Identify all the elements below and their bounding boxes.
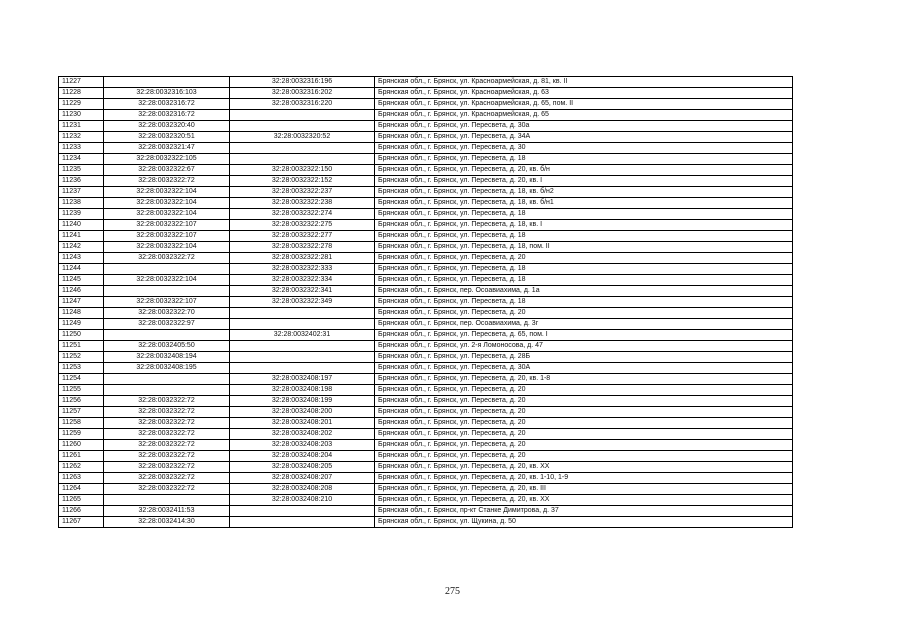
cadastral-number-cell: 32:28:0032322:104	[104, 242, 230, 253]
address-cell: Брянская обл., г. Брянск, пр-кт Станке Димитрова, д. 37	[375, 506, 793, 517]
registry-body	[59, 77, 793, 528]
cadastral-number-cell: 32:28:0032322:104	[104, 187, 230, 198]
row-number-cell: 11229	[59, 99, 104, 110]
cadastral-number-cell: 32:28:0032322:72	[104, 440, 230, 451]
row-number-cell: 11246	[59, 286, 104, 297]
related-cadastral-number-cell: 32:28:0032408:197	[230, 374, 375, 385]
row-number-cell: 11232	[59, 132, 104, 143]
table-row	[59, 440, 793, 451]
table-row	[59, 209, 793, 220]
cadastral-number-cell: 32:28:0032322:107	[104, 231, 230, 242]
row-number-cell: 11242	[59, 242, 104, 253]
address-cell: Брянская обл., г. Брянск, ул. Пересвета, д. 20	[375, 253, 793, 264]
row-number-cell: 11265	[59, 495, 104, 506]
address-cell: Брянская обл., г. Брянск, ул. Пересвета, д. 20	[375, 308, 793, 319]
address-cell: Брянская обл., г. Брянск, ул. Пересвета, д. 18	[375, 231, 793, 242]
cadastral-number-cell: 32:28:0032320:51	[104, 132, 230, 143]
address-cell: Брянская обл., г. Брянск, ул. Красноармейская, д. 65	[375, 110, 793, 121]
row-number-cell: 11251	[59, 341, 104, 352]
address-cell: Брянская обл., г. Брянск, ул. Щукина, д. 50	[375, 517, 793, 528]
table-row	[59, 319, 793, 330]
row-number-cell: 11261	[59, 451, 104, 462]
address-cell: Брянская обл., г. Брянск, ул. Пересвета, д. 20, кв. 1-8	[375, 374, 793, 385]
row-number-cell: 11266	[59, 506, 104, 517]
table-row	[59, 407, 793, 418]
related-cadastral-number-cell: 32:28:0032408:203	[230, 440, 375, 451]
address-cell: Брянская обл., г. Брянск, ул. Пересвета, д. 18	[375, 209, 793, 220]
address-cell: Брянская обл., г. Брянск, ул. Красноармейская, д. 81, кв. II	[375, 77, 793, 88]
cadastral-number-cell: 32:28:0032322:67	[104, 165, 230, 176]
row-number-cell: 11230	[59, 110, 104, 121]
row-number-cell: 11241	[59, 231, 104, 242]
row-number-cell: 11234	[59, 154, 104, 165]
table-row	[59, 242, 793, 253]
cadastral-number-cell	[104, 330, 230, 341]
address-cell: Брянская обл., г. Брянск, ул. Красноармейская, д. 65, пом. II	[375, 99, 793, 110]
cadastral-number-cell: 32:28:0032322:72	[104, 418, 230, 429]
address-cell: Брянская обл., г. Брянск, пер. Осоавиахима, д. 3г	[375, 319, 793, 330]
address-cell: Брянская обл., г. Брянск, ул. Пересвета, д. 65, пом. I	[375, 330, 793, 341]
table-row	[59, 341, 793, 352]
table-row	[59, 451, 793, 462]
cadastral-number-cell: 32:28:0032322:72	[104, 407, 230, 418]
related-cadastral-number-cell: 32:28:0032408:208	[230, 484, 375, 495]
cadastral-number-cell: 32:28:0032322:107	[104, 220, 230, 231]
related-cadastral-number-cell: 32:28:0032322:274	[230, 209, 375, 220]
cadastral-number-cell: 32:28:0032322:72	[104, 473, 230, 484]
cadastral-number-cell: 32:28:0032322:104	[104, 275, 230, 286]
row-number-cell: 11244	[59, 264, 104, 275]
related-cadastral-number-cell: 32:28:0032402:31	[230, 330, 375, 341]
table-row	[59, 187, 793, 198]
table-row	[59, 132, 793, 143]
cadastral-number-cell	[104, 286, 230, 297]
table-row	[59, 77, 793, 88]
address-cell: Брянская обл., г. Брянск, ул. Пересвета, д. 20, кв. XX	[375, 462, 793, 473]
address-cell: Брянская обл., г. Брянск, ул. Пересвета, д. 20	[375, 418, 793, 429]
related-cadastral-number-cell	[230, 121, 375, 132]
cadastral-number-cell	[104, 264, 230, 275]
table-row	[59, 231, 793, 242]
row-number-cell: 11249	[59, 319, 104, 330]
row-number-cell: 11236	[59, 176, 104, 187]
address-cell: Брянская обл., г. Брянск, ул. Пересвета, д. 20, кв. 1-10, 1-9	[375, 473, 793, 484]
related-cadastral-number-cell: 32:28:0032408:201	[230, 418, 375, 429]
table-row	[59, 121, 793, 132]
row-number-cell: 11267	[59, 517, 104, 528]
cadastral-number-cell: 32:28:0032322:105	[104, 154, 230, 165]
cadastral-number-cell: 32:28:0032322:107	[104, 297, 230, 308]
cadastral-number-cell: 32:28:0032322:104	[104, 198, 230, 209]
table-row	[59, 297, 793, 308]
table-row	[59, 275, 793, 286]
related-cadastral-number-cell: 32:28:0032316:220	[230, 99, 375, 110]
related-cadastral-number-cell	[230, 319, 375, 330]
cadastral-number-cell: 32:28:0032322:72	[104, 429, 230, 440]
related-cadastral-number-cell	[230, 352, 375, 363]
row-number-cell: 11239	[59, 209, 104, 220]
cadastral-number-cell: 32:28:0032322:104	[104, 209, 230, 220]
address-cell: Брянская обл., г. Брянск, ул. Пересвета, д. 20, кв. I	[375, 176, 793, 187]
row-number-cell: 11238	[59, 198, 104, 209]
table-row	[59, 220, 793, 231]
cadastral-number-cell: 32:28:0032322:72	[104, 396, 230, 407]
row-number-cell: 11257	[59, 407, 104, 418]
row-number-cell: 11227	[59, 77, 104, 88]
related-cadastral-number-cell: 32:28:0032408:198	[230, 385, 375, 396]
row-number-cell: 11263	[59, 473, 104, 484]
address-cell: Брянская обл., г. Брянск, ул. Пересвета, д. 28Б	[375, 352, 793, 363]
row-number-cell: 11259	[59, 429, 104, 440]
related-cadastral-number-cell: 32:28:0032408:200	[230, 407, 375, 418]
address-cell: Брянская обл., г. Брянск, ул. Пересвета, д. 20, кв. III	[375, 484, 793, 495]
cadastral-number-cell: 32:28:0032321:47	[104, 143, 230, 154]
table-row	[59, 99, 793, 110]
address-cell: Брянская обл., г. Брянск, ул. Пересвета, д. 30	[375, 143, 793, 154]
table-row	[59, 143, 793, 154]
related-cadastral-number-cell: 32:28:0032408:199	[230, 396, 375, 407]
related-cadastral-number-cell: 32:28:0032322:349	[230, 297, 375, 308]
related-cadastral-number-cell: 32:28:0032322:277	[230, 231, 375, 242]
row-number-cell: 11262	[59, 462, 104, 473]
row-number-cell: 11260	[59, 440, 104, 451]
table-row	[59, 506, 793, 517]
related-cadastral-number-cell: 32:28:0032322:333	[230, 264, 375, 275]
row-number-cell: 11264	[59, 484, 104, 495]
row-number-cell: 11237	[59, 187, 104, 198]
table-row	[59, 396, 793, 407]
table-row	[59, 473, 793, 484]
table-row	[59, 264, 793, 275]
cadastral-number-cell	[104, 385, 230, 396]
related-cadastral-number-cell: 32:28:0032322:281	[230, 253, 375, 264]
table-row	[59, 385, 793, 396]
table-row	[59, 330, 793, 341]
address-cell: Брянская обл., г. Брянск, ул. Пересвета, д. 18	[375, 297, 793, 308]
address-cell: Брянская обл., г. Брянск, ул. 2-я Ломоносова, д. 47	[375, 341, 793, 352]
address-cell: Брянская обл., г. Брянск, ул. Пересвета, д. 18, кв. б/н2	[375, 187, 793, 198]
address-cell: Брянская обл., г. Брянск, ул. Пересвета, д. 20	[375, 385, 793, 396]
address-cell: Брянская обл., г. Брянск, ул. Пересвета, д. 20	[375, 429, 793, 440]
page-number: 275	[445, 586, 460, 597]
related-cadastral-number-cell: 32:28:0032322:341	[230, 286, 375, 297]
cadastral-number-cell	[104, 495, 230, 506]
address-cell: Брянская обл., г. Брянск, ул. Пересвета, д. 20	[375, 440, 793, 451]
related-cadastral-number-cell: 32:28:0032322:237	[230, 187, 375, 198]
address-cell: Брянская обл., г. Брянск, ул. Пересвета, д. 18	[375, 275, 793, 286]
table-row	[59, 198, 793, 209]
address-cell: Брянская обл., г. Брянск, ул. Пересвета, д. 30А	[375, 363, 793, 374]
related-cadastral-number-cell	[230, 506, 375, 517]
address-cell: Брянская обл., г. Брянск, ул. Пересвета, д. 18, пом. II	[375, 242, 793, 253]
table-row	[59, 154, 793, 165]
related-cadastral-number-cell	[230, 154, 375, 165]
cadastral-number-cell: 32:28:0032316:103	[104, 88, 230, 99]
table-row	[59, 176, 793, 187]
row-number-cell: 11254	[59, 374, 104, 385]
related-cadastral-number-cell	[230, 341, 375, 352]
cadastral-number-cell: 32:28:0032405:50	[104, 341, 230, 352]
related-cadastral-number-cell: 32:28:0032322:275	[230, 220, 375, 231]
address-cell: Брянская обл., г. Брянск, ул. Пересвета, д. 20, кв. б/н	[375, 165, 793, 176]
address-cell: Брянская обл., г. Брянск, ул. Пересвета, д. 34А	[375, 132, 793, 143]
cadastral-number-cell: 32:28:0032322:72	[104, 451, 230, 462]
related-cadastral-number-cell: 32:28:0032320:52	[230, 132, 375, 143]
related-cadastral-number-cell: 32:28:0032316:196	[230, 77, 375, 88]
cadastral-number-cell: 32:28:0032411:53	[104, 506, 230, 517]
row-number-cell: 11245	[59, 275, 104, 286]
address-cell: Брянская обл., г. Брянск, ул. Пересвета, д. 30а	[375, 121, 793, 132]
cadastral-number-cell: 32:28:0032322:72	[104, 176, 230, 187]
row-number-cell: 11228	[59, 88, 104, 99]
related-cadastral-number-cell: 32:28:0032322:238	[230, 198, 375, 209]
table-row	[59, 110, 793, 121]
cadastral-number-cell: 32:28:0032322:72	[104, 462, 230, 473]
table-row	[59, 286, 793, 297]
address-cell: Брянская обл., г. Брянск, ул. Пересвета, д. 18, кв. I	[375, 220, 793, 231]
related-cadastral-number-cell: 32:28:0032408:204	[230, 451, 375, 462]
related-cadastral-number-cell	[230, 110, 375, 121]
address-cell: Брянская обл., г. Брянск, ул. Пересвета, д. 18, кв. б/н1	[375, 198, 793, 209]
table-row	[59, 352, 793, 363]
related-cadastral-number-cell: 32:28:0032322:334	[230, 275, 375, 286]
table-row	[59, 308, 793, 319]
related-cadastral-number-cell	[230, 143, 375, 154]
table-row	[59, 165, 793, 176]
row-number-cell: 11256	[59, 396, 104, 407]
address-cell: Брянская обл., г. Брянск, ул. Пересвета, д. 18	[375, 154, 793, 165]
table-row	[59, 88, 793, 99]
related-cadastral-number-cell: 32:28:0032408:202	[230, 429, 375, 440]
row-number-cell: 11247	[59, 297, 104, 308]
table-row	[59, 495, 793, 506]
cadastral-number-cell	[104, 77, 230, 88]
cadastral-number-cell: 32:28:0032322:72	[104, 253, 230, 264]
cadastral-number-cell: 32:28:0032316:72	[104, 110, 230, 121]
related-cadastral-number-cell: 32:28:0032322:278	[230, 242, 375, 253]
cadastral-number-cell: 32:28:0032320:40	[104, 121, 230, 132]
row-number-cell: 11255	[59, 385, 104, 396]
table-row	[59, 253, 793, 264]
cadastral-number-cell: 32:28:0032408:194	[104, 352, 230, 363]
row-number-cell: 11231	[59, 121, 104, 132]
related-cadastral-number-cell: 32:28:0032322:152	[230, 176, 375, 187]
table-row	[59, 484, 793, 495]
row-number-cell: 11240	[59, 220, 104, 231]
cadastral-number-cell	[104, 374, 230, 385]
cadastral-number-cell: 32:28:0032414:30	[104, 517, 230, 528]
related-cadastral-number-cell	[230, 308, 375, 319]
related-cadastral-number-cell: 32:28:0032316:202	[230, 88, 375, 99]
address-cell: Брянская обл., г. Брянск, ул. Пересвета, д. 20, кв. XX	[375, 495, 793, 506]
row-number-cell: 11258	[59, 418, 104, 429]
related-cadastral-number-cell: 32:28:0032322:150	[230, 165, 375, 176]
address-cell: Брянская обл., г. Брянск, ул. Пересвета, д. 20	[375, 451, 793, 462]
address-cell: Брянская обл., г. Брянск, ул. Пересвета, д. 18	[375, 264, 793, 275]
cadastral-number-cell: 32:28:0032408:195	[104, 363, 230, 374]
related-cadastral-number-cell: 32:28:0032408:210	[230, 495, 375, 506]
row-number-cell: 11253	[59, 363, 104, 374]
row-number-cell: 11243	[59, 253, 104, 264]
address-cell: Брянская обл., г. Брянск, пер. Осоавиахима, д. 1а	[375, 286, 793, 297]
registry-table	[58, 76, 793, 528]
row-number-cell: 11252	[59, 352, 104, 363]
table-row	[59, 462, 793, 473]
related-cadastral-number-cell	[230, 517, 375, 528]
row-number-cell: 11248	[59, 308, 104, 319]
address-cell: Брянская обл., г. Брянск, ул. Красноармейская, д. 63	[375, 88, 793, 99]
table-row	[59, 374, 793, 385]
cadastral-number-cell: 32:28:0032322:97	[104, 319, 230, 330]
row-number-cell: 11233	[59, 143, 104, 154]
row-number-cell: 11250	[59, 330, 104, 341]
related-cadastral-number-cell	[230, 363, 375, 374]
cadastral-number-cell: 32:28:0032322:72	[104, 484, 230, 495]
row-number-cell: 11235	[59, 165, 104, 176]
related-cadastral-number-cell: 32:28:0032408:205	[230, 462, 375, 473]
table-row	[59, 429, 793, 440]
related-cadastral-number-cell: 32:28:0032408:207	[230, 473, 375, 484]
address-cell: Брянская обл., г. Брянск, ул. Пересвета, д. 20	[375, 396, 793, 407]
table-row	[59, 517, 793, 528]
cadastral-number-cell: 32:28:0032322:70	[104, 308, 230, 319]
table-row	[59, 418, 793, 429]
table-row	[59, 363, 793, 374]
cadastral-number-cell: 32:28:0032316:72	[104, 99, 230, 110]
address-cell: Брянская обл., г. Брянск, ул. Пересвета, д. 20	[375, 407, 793, 418]
